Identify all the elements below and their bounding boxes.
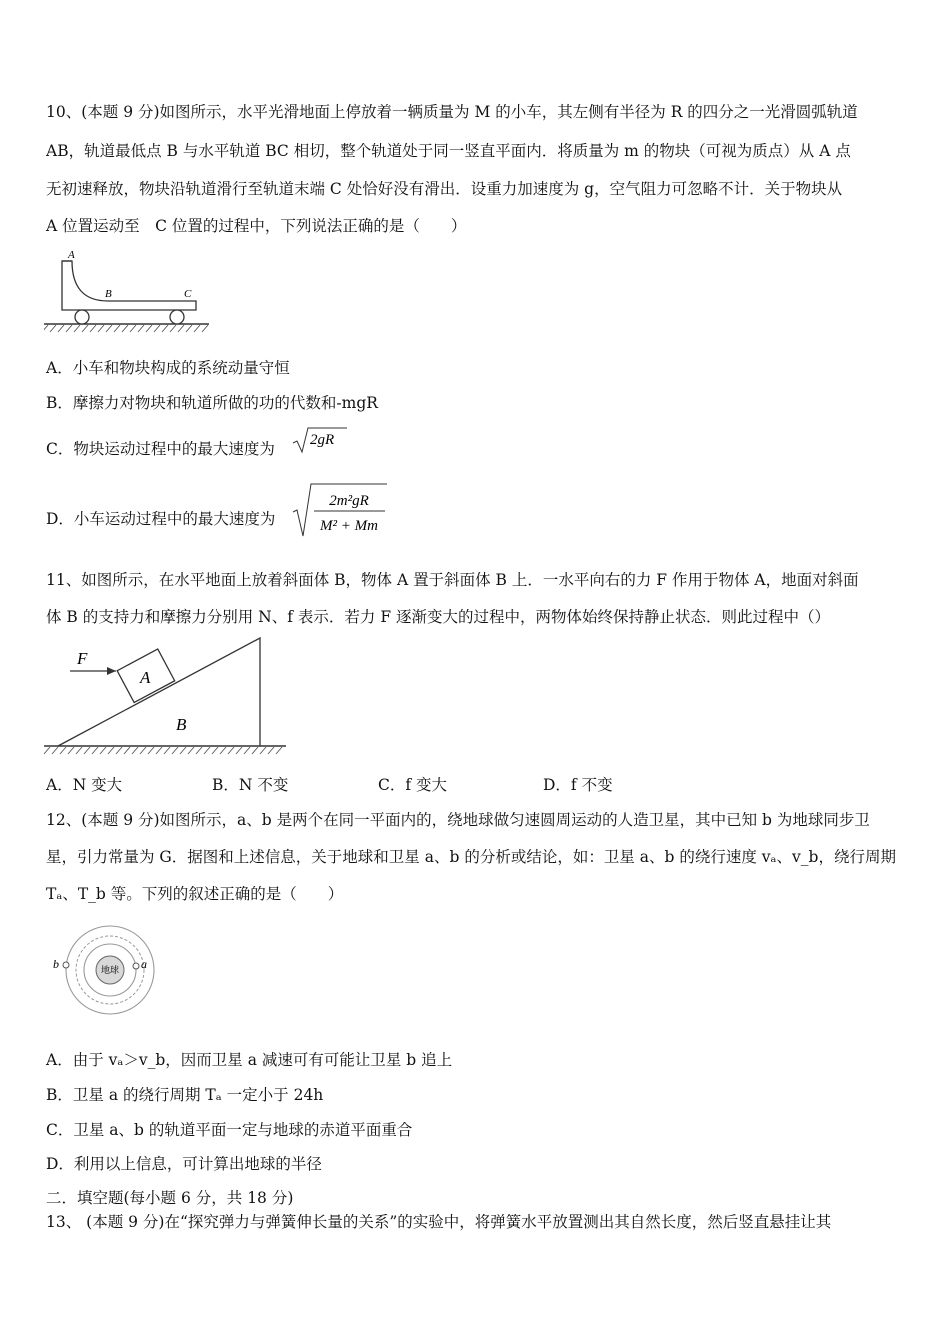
q10-d-denominator: M² + Mm	[320, 518, 378, 534]
q12-option-b: B．卫星 a 的绕行周期 Tₐ 一定小于 24h	[46, 1086, 324, 1104]
q11-incline-figure	[44, 634, 294, 758]
q10-line-2: AB，轨道最低点 B 与水平轨道 BC 相切，整个轨道处于同一竖直平面内．将质量为 m 的物块（可视为质点）从 A 点	[46, 142, 851, 160]
q11-label-f: F	[77, 649, 88, 668]
q10-option-c: C．物块运动过程中的最大速度为	[46, 440, 275, 458]
q11-option-c: C．f 变大	[378, 776, 448, 794]
q10-line-4: A 位置运动至 C 位置的过程中，下列说法正确的是（ ）	[46, 217, 467, 235]
q12-earth-label: 地球	[100, 966, 120, 976]
q10-line-1: 10、(本题 9 分)如图所示，水平光滑地面上停放着一辆质量为 M 的小车，其左侧有半径为 R 的四分之一光滑圆弧轨道	[46, 103, 858, 121]
q10-option-d: D．小车运动过程中的最大速度为	[46, 510, 276, 528]
q10-option-b: B．摩擦力对物块和轨道所做的功的代数和-mgR	[46, 394, 378, 412]
q10-option-c-formula	[291, 425, 351, 455]
q12-line-2: 星，引力常量为 G．据图和上述信息，关于地球和卫星 a、b 的分析或结论，如：卫星 a、b 的绕行速度 vₐ、v_b，绕行周期	[46, 848, 896, 866]
q12-option-d: D．利用以上信息，可计算出地球的半径	[46, 1155, 322, 1173]
q10-label-b: B	[105, 288, 112, 300]
q12-option-c: C．卫星 a、b 的轨道平面一定与地球的赤道平面重合	[46, 1121, 413, 1139]
q13-line-1: 13、 (本题 9 分)在“探究弹力与弹簧伸长量的关系”的实验中，将弹簧水平放置测出其自然长度，然后竖直悬挂让其	[46, 1213, 832, 1231]
q11-label-a: A	[140, 668, 151, 687]
q11-line-1: 11、如图所示，在水平地面上放着斜面体 B，物体 A 置于斜面体 B 上．一水平向右的力 F 作用于物体 A，地面对斜面	[46, 571, 859, 589]
q10-option-d-formula	[291, 482, 391, 538]
q10-line-3: 无初速释放，物块沿轨道滑行至轨道末端 C 处恰好没有滑出．设重力加速度为 g，空气阻力可忽略不计．关于物块从	[46, 180, 843, 198]
q10-label-a: A	[68, 249, 75, 261]
q11-option-a: A．N 变大	[46, 776, 123, 794]
q12-option-a: A．由于 vₐ＞v_b，因而卫星 a 减速可有可能让卫星 b 追上	[46, 1051, 453, 1069]
q10-c-formula-text: 2gR	[310, 432, 335, 448]
q10-label-c: C	[184, 288, 192, 300]
section-fill-in-title: 二．填空题(每小题 6 分，共 18 分)	[46, 1189, 294, 1207]
q11-line-2: 体 B 的支持力和摩擦力分别用 N、f 表示．若力 F 逐渐变大的过程中，两物体始终保持静止状态．则此过程中（）	[46, 608, 831, 626]
q11-option-b: B．N 不变	[212, 776, 289, 794]
q10-d-numerator: 2m²gR	[329, 493, 369, 509]
q10-option-a: A．小车和物块构成的系统动量守恒	[46, 359, 290, 377]
q12-label-a: a	[141, 957, 147, 971]
q12-label-b: b	[53, 957, 59, 971]
q10-cart-figure	[44, 247, 214, 333]
q12-line-1: 12、(本题 9 分)如图所示，a、b 是两个在同一平面内的，绕地球做匀速圆周运动的人造卫星，其中已知 b 为地球同步卫	[46, 811, 870, 829]
q11-label-b: B	[176, 715, 187, 734]
q12-orbit-figure	[44, 920, 164, 1020]
q12-line-3: Tₐ、T_b 等。下列的叙述正确的是（ ）	[46, 885, 344, 903]
q11-option-d: D．f 不变	[543, 776, 613, 794]
